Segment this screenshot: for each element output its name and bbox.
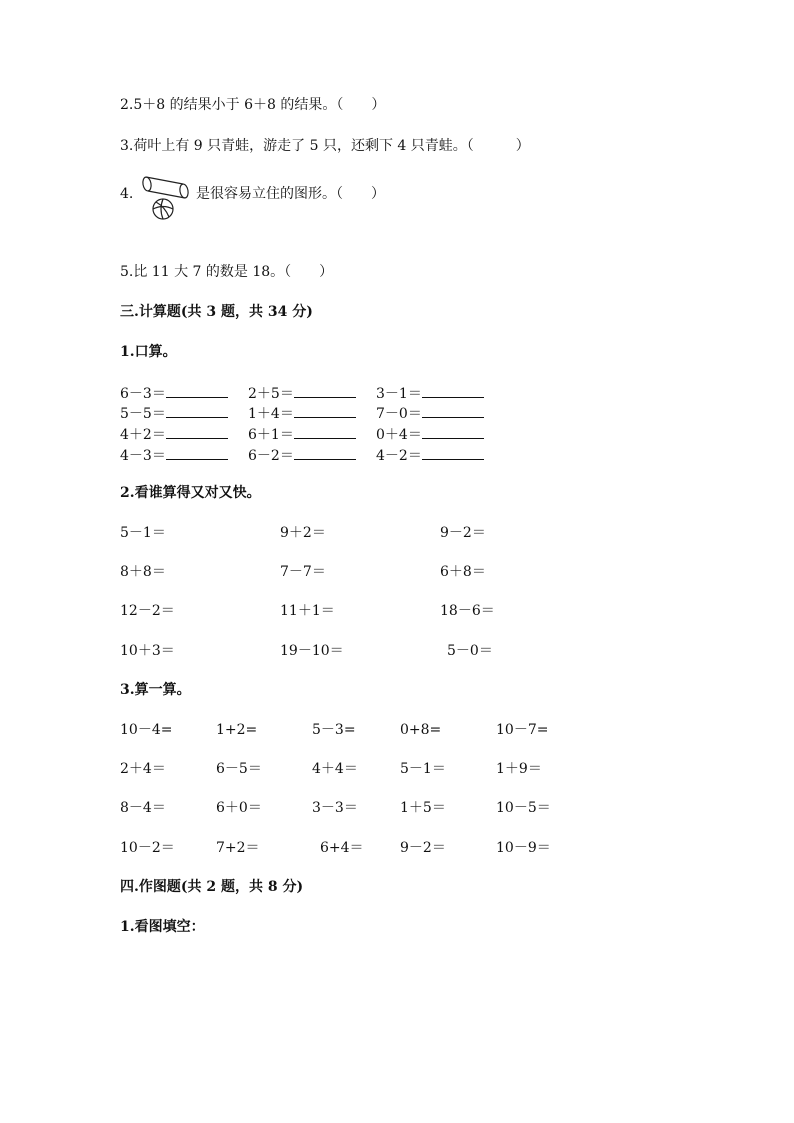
- calc-item: 5－1＝: [400, 761, 446, 777]
- calc-item: 3－3＝: [312, 800, 358, 816]
- section-4-problem-1-title: 1.看图填空：: [120, 919, 205, 935]
- quick-calc-item: 9＋2＝: [280, 525, 326, 541]
- calc-item: 10－4=: [120, 722, 173, 738]
- section-3-title: 三.计算题(共 3 题，共 34 分): [120, 304, 313, 320]
- answer-blank[interactable]: [294, 403, 356, 418]
- calc-item: 0+8=: [400, 722, 442, 738]
- quick-calc-item: 18－6＝: [440, 603, 495, 619]
- judge-question-4-text: 是很容易立住的图形。（ ）: [196, 186, 385, 202]
- calc-item: 8－4＝: [120, 800, 166, 816]
- calc-item: 10－9＝: [496, 840, 551, 856]
- calc-item: 9－2＝: [400, 840, 446, 856]
- oral-calc-item: 6－3＝: [120, 383, 228, 403]
- calc-item: 2＋4＝: [120, 761, 166, 777]
- section-3-problem-3-title: 3.算一算。: [120, 682, 191, 698]
- oral-calc-item: 2＋5＝: [248, 383, 356, 403]
- answer-blank[interactable]: [422, 445, 484, 460]
- quick-calc-item: 6＋8＝: [440, 564, 486, 580]
- answer-blank[interactable]: [422, 383, 484, 398]
- oral-calc-item: 3－1＝: [376, 383, 484, 403]
- quick-calc-item: 7－7＝: [280, 564, 326, 580]
- calc-item: 1＋5＝: [400, 800, 446, 816]
- oral-calc-item: 5－5＝: [120, 403, 228, 423]
- quick-calc-item: 19－10＝: [280, 643, 344, 659]
- oral-calc-item: 7－0＝: [376, 403, 484, 423]
- section-3-problem-2-title: 2.看谁算得又对又快。: [120, 485, 261, 501]
- oral-calc-item: 4－2＝: [376, 445, 484, 465]
- oral-calc-item: 0＋4＝: [376, 424, 484, 444]
- calc-item: 6－5＝: [216, 761, 262, 777]
- judge-question-4-number: 4.: [120, 186, 134, 202]
- quick-calc-item: 5－0＝: [447, 643, 493, 659]
- calc-item: 10－2＝: [120, 840, 175, 856]
- section-3-problem-1-title: 1.口算。: [120, 344, 177, 360]
- answer-blank[interactable]: [166, 403, 228, 418]
- judge-question-3: 3.荷叶上有 9 只青蛙，游走了 5 只，还剩下 4 只青蛙。（ ）: [120, 138, 530, 154]
- judge-question-5: 5.比 11 大 7 的数是 18。（ ）: [120, 264, 334, 280]
- calc-item: 5－3=: [312, 722, 356, 738]
- oral-calc-item: 6＋1＝: [248, 424, 356, 444]
- section-4-title: 四.作图题(共 2 题，共 8 分): [120, 879, 304, 895]
- answer-blank[interactable]: [166, 383, 228, 398]
- answer-blank[interactable]: [422, 403, 484, 418]
- answer-blank[interactable]: [422, 424, 484, 439]
- quick-calc-item: 11＋1＝: [280, 603, 335, 619]
- judge-question-2: 2.5＋8 的结果小于 6＋8 的结果。（ ）: [120, 97, 386, 113]
- quick-calc-item: 5－1＝: [120, 525, 166, 541]
- calc-item: 1+2=: [216, 722, 258, 738]
- calc-item: 6+4＝: [320, 840, 364, 856]
- answer-blank[interactable]: [294, 383, 356, 398]
- oral-calc-item: 4＋2＝: [120, 424, 228, 444]
- answer-blank[interactable]: [294, 424, 356, 439]
- answer-blank[interactable]: [294, 445, 356, 460]
- oral-calc-item: 6－2＝: [248, 445, 356, 465]
- answer-blank[interactable]: [166, 424, 228, 439]
- quick-calc-item: 8＋8＝: [120, 564, 166, 580]
- quick-calc-item: 12－2＝: [120, 603, 175, 619]
- calc-item: 7+2＝: [216, 840, 260, 856]
- calc-item: 4＋4＝: [312, 761, 358, 777]
- quick-calc-item: 9－2＝: [440, 525, 486, 541]
- calc-item: 1＋9＝: [496, 761, 542, 777]
- quick-calc-item: 10＋3＝: [120, 643, 175, 659]
- answer-blank[interactable]: [166, 445, 228, 460]
- calc-item: 10－5＝: [496, 800, 551, 816]
- cylinder-ball-icon: [141, 174, 191, 222]
- calc-item: 10－7=: [496, 722, 549, 738]
- calc-item: 6＋0＝: [216, 800, 262, 816]
- oral-calc-item: 1＋4＝: [248, 403, 356, 423]
- oral-calc-item: 4－3＝: [120, 445, 228, 465]
